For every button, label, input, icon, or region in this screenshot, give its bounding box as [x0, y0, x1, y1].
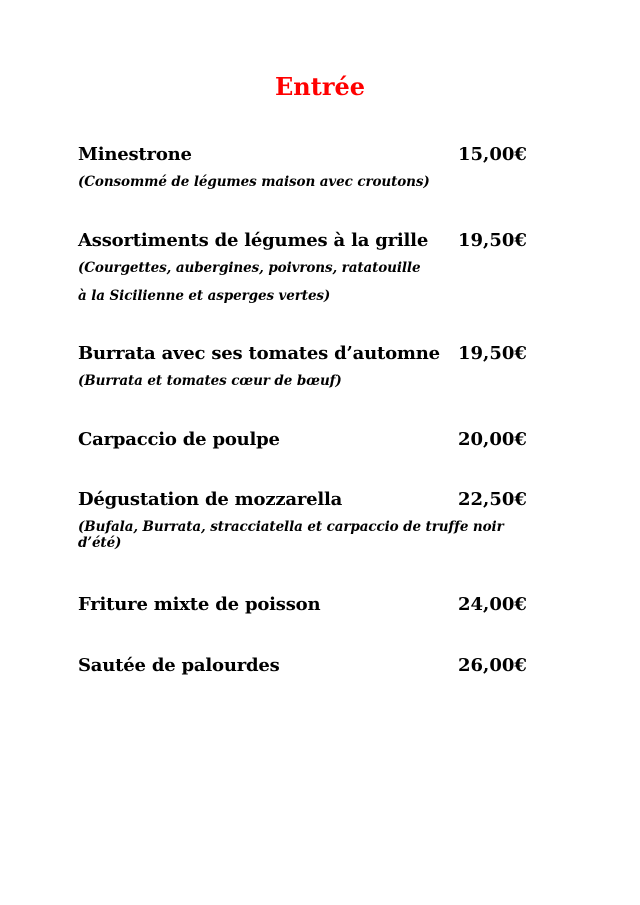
menu-item-name: Assortiments de légumes à la grille	[78, 230, 429, 251]
menu-item-price: 26,00€	[458, 655, 527, 676]
menu-item	[78, 653, 548, 679]
menu-item	[78, 228, 548, 310]
menu-item-row	[78, 487, 548, 513]
menu-item-row	[78, 341, 548, 367]
menu-item-row	[78, 228, 548, 254]
menu-item	[78, 142, 548, 196]
menu-item	[78, 427, 548, 453]
menu-item-price: 20,00€	[458, 429, 527, 450]
menu-item-description: à la Sicilienne et asperges vertes)	[78, 288, 331, 304]
menu-item-name: Burrata avec ses tomates d’automne	[78, 343, 440, 364]
menu-item	[78, 341, 548, 395]
menu-item-name: Friture mixte de poisson	[78, 594, 321, 615]
menu-item-price: 24,00€	[458, 594, 527, 615]
section-title: Entrée	[274, 72, 365, 101]
menu-item-name: Minestrone	[78, 144, 192, 165]
menu-item-price: 15,00€	[458, 144, 527, 165]
menu-item-description: (Courgettes, aubergines, poivrons, ratatouille	[78, 260, 421, 276]
menu-item-row	[78, 427, 548, 453]
menu-item-price: 19,50€	[458, 230, 527, 251]
menu-item-row	[78, 653, 548, 679]
menu-item-name: Sautée de palourdes	[78, 655, 280, 676]
menu-item-name: Dégustation de mozzarella	[78, 489, 343, 510]
menu-item-price: 22,50€	[458, 489, 527, 510]
menu-item-description: (Consommé de légumes maison avec croutons)	[78, 174, 430, 190]
menu-item-name: Carpaccio de poulpe	[78, 429, 280, 450]
menu-item-description: (Burrata et tomates cœur de bœuf)	[78, 373, 342, 389]
menu-item-price: 19,50€	[458, 343, 527, 364]
menu-item-row	[78, 142, 548, 168]
menu-item	[78, 487, 548, 551]
menu-item	[78, 592, 548, 618]
menu-item-row	[78, 592, 548, 618]
menu-item-description: (Bufala, Burrata, stracciatella et carpaccio de truffe noir d’été)	[78, 519, 504, 551]
